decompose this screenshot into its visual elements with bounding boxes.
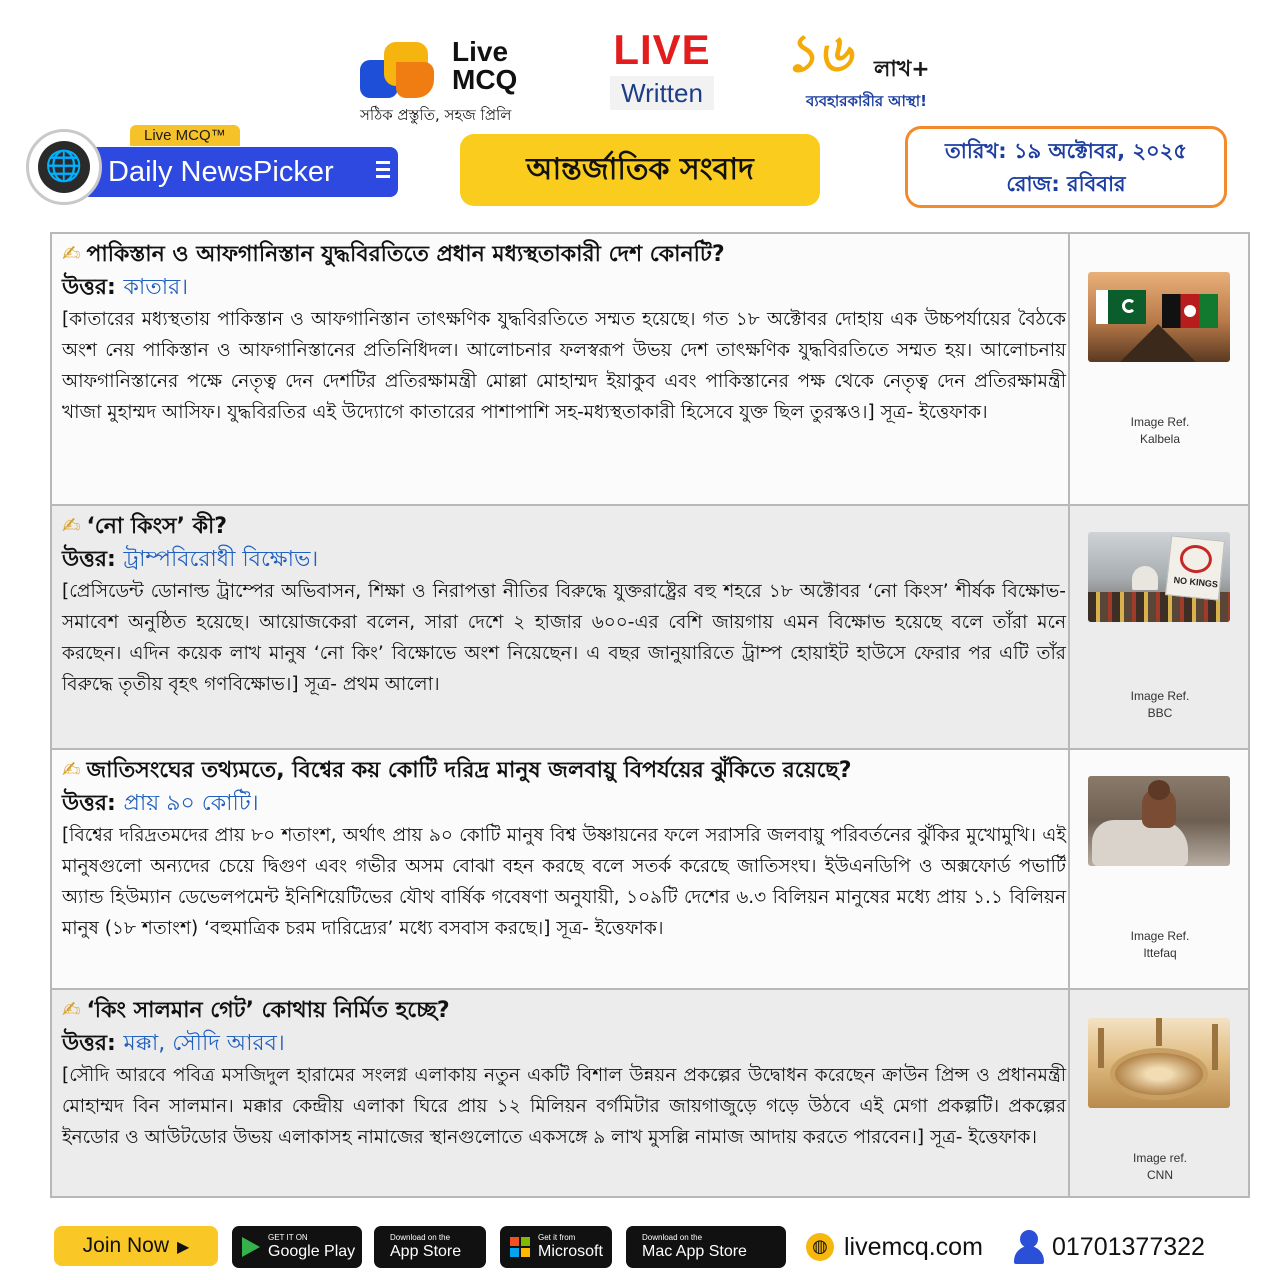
writing-hand-icon: ✍	[62, 998, 81, 1023]
image-ref: Image Ref. BBC	[1130, 689, 1190, 720]
writing-hand-icon: ✍	[62, 514, 81, 539]
newspicker-title-bar	[82, 147, 398, 197]
users-badge	[782, 26, 982, 116]
image-ref: Image ref. CNN	[1132, 1151, 1188, 1182]
users-number: ১৬	[784, 24, 852, 84]
writing-hand-icon: ✍	[62, 242, 81, 267]
newspicker-badge: Live MCQ™	[130, 125, 240, 146]
news-body: [সৌদি আরবে পবিত্র মসজিদুল হারামের সংলগ্ন এলাকায় নতুন একটি বিশাল উন্নয়ন প্রকল্পের উদ্বোধন করেছেন ক্রাউন প্রিন্স ও প্রধানমন্ত্রী মোহাম্মদ বিন সালমান। মক্কার কেন্দ্রীয় এলাকা ঘিরে প্রায় ১২ মিলিয়ন বর্গমিটার জায়গাজুড়ে গড়ে উঠবে এই মেগা প্রকল্পটি। প্রকল্পের ইনডোর ও আউটডোর উভয় এলাকাসহ নামাজের স্থানগুলোতে একসঙ্গে ৯ লাখ মুসল্লি নামাজ আদায় করতে পারবেন।] সূত্র- ইত্তেফাক।	[62, 1065, 1066, 1148]
website-link[interactable]: ◍ livemcq.com	[806, 1226, 983, 1268]
users-trust-text: ব্যবহারকারীর আস্থা!	[806, 92, 928, 110]
play-arrow-icon: ▶	[177, 1236, 190, 1256]
news-item	[52, 990, 1248, 1196]
news-body: [প্রেসিডেন্ট ডোনাল্ড ট্রাম্পের অভিবাসন, শিক্ষা ও নিরাপত্তা নীতির বিরুদ্ধে যুক্তরাষ্ট্রের বহু শহরে ১৮ অক্টোবর ‘নো কিংস’ শীর্ষক বিক্ষোভ-সমাবেশ অনুষ্ঠিত হয়েছে। আয়োজকেরা বলেন, সারা দেশে ২ হাজার ৬০০-এর বেশি জায়গায় এমন বিক্ষোভ হয়েছে বলে তাঁরা মনে করছেন। এদিন কয়েক লাখ মানুষ ‘নো কিং’ বিক্ষোভে অংশ নিয়েছেন। এ বছর জানুয়ারিতে ট্রাম্প হোয়াইট হাউসে ফেরার পর এটি তাঁর বিরুদ্ধে তৃতীয় বৃহৎ গণবিক্ষোভ।] সূত্র- প্রথম আলো।	[62, 581, 1066, 695]
mecca-project-image	[1088, 1018, 1230, 1108]
image-cell	[1068, 234, 1248, 504]
image-cell	[1068, 506, 1248, 748]
news-item	[52, 750, 1248, 990]
web-globe-icon: ◍	[806, 1233, 834, 1261]
news-body: [কাতারের মধ্যস্থতায় পাকিস্তান ও আফগানিস্তান তাৎক্ষণিক যুদ্ধবিরতিতে সম্মত হয়েছে। গত ১৮ অক্টোবর দোহায় এক উচ্চপর্যায়ের বৈঠকে অংশ নেয় পাকিস্তান ও আফগানিস্তানের প্রতিনিধিদল। আলোচনার ফলস্বরূপ উভয় দেশ তাৎক্ষণিক যুদ্ধবিরতিতে সম্মত হয়। আলোচনায় আফগানিস্তানের পক্ষে নেতৃত্ব দেন দেশটির প্রতিরক্ষামন্ত্রী মোল্লা মোহাম্মদ ইয়াকুব এবং পাকিস্তানের পক্ষ থেকে নেতৃত্ব দেন প্রতিরক্ষামন্ত্রী খাজা মুহাম্মদ আসিফ। যুদ্ধবিরতির এই উদ্যোগে কাতারের পাশাপাশি সহ-মধ্যস্থতাকারী হিসেবে যুক্ত ছিল তুরস্কও।] সূত্র- ইত্তেফাক।	[62, 309, 1066, 423]
news-question: ✍ ‘কিং সালমান গেট’ কোথায় নির্মিত হচ্ছে?	[62, 998, 450, 1023]
news-question: ✍ পাকিস্তান ও আফগানিস্তান যুদ্ধবিরতিতে প্রধান মধ্যস্থতাকারী দেশ কোনটি?	[62, 242, 725, 267]
news-item	[52, 506, 1248, 750]
microsoft-icon	[510, 1237, 530, 1257]
join-now-button[interactable]: Join Now ▶	[54, 1226, 218, 1266]
microsoft-store-button[interactable]: Get it from Microsoft	[500, 1226, 612, 1268]
news-answer: উত্তর: মক্কা, সৌদি আরব।	[62, 1031, 285, 1056]
newspicker-title: Daily NewsPicker	[108, 156, 334, 188]
livemcq-wordmark: Live MCQ	[452, 36, 518, 95]
app-store-button[interactable]: Download on the App Store	[374, 1226, 486, 1268]
live-label: LIVE	[613, 26, 711, 73]
brand-row	[0, 22, 1280, 122]
live-written-logo	[610, 28, 714, 114]
poverty-image	[1088, 776, 1230, 866]
users-suffix: লাখ+	[874, 57, 930, 82]
image-cell	[1068, 990, 1248, 1196]
news-question: ✍ ‘নো কিংস’ কী?	[62, 514, 228, 539]
menu-lines-icon	[376, 161, 390, 182]
date-box	[905, 126, 1227, 208]
date-line: তারিখ: ১৯ অক্টোবর, ২০২৫	[945, 139, 1187, 163]
news-answer: উত্তর: ট্রাম্পবিরোধী বিক্ষোভ।	[62, 547, 319, 572]
image-cell	[1068, 750, 1248, 988]
flags-image	[1088, 272, 1230, 362]
image-ref: Image Ref. Kalbela	[1130, 415, 1190, 446]
livemcq-logo	[358, 32, 558, 122]
news-item	[52, 234, 1248, 506]
written-label: Written	[610, 76, 714, 110]
news-answer: উত্তর: প্রায় ৯০ কোটি।	[62, 791, 259, 816]
image-ref: Image Ref. Ittefaq	[1130, 929, 1190, 960]
day-line: রোজ: রবিবার	[1006, 172, 1126, 196]
livemcq-logo-mark	[360, 42, 440, 100]
support-person-icon	[1014, 1230, 1044, 1264]
daily-newspicker-banner	[26, 125, 406, 203]
globe-icon: 🌐	[26, 129, 102, 205]
footer	[0, 1222, 1280, 1272]
news-table	[50, 232, 1250, 1198]
protest-image: NO KINGS	[1088, 532, 1230, 622]
mac-app-store-button[interactable]: Download on the Mac App Store	[626, 1226, 786, 1268]
google-play-icon	[242, 1237, 260, 1257]
news-body: [বিশ্বের দরিদ্রতমদের প্রায় ৮০ শতাংশ, অর্থাৎ প্রায় ৯০ কোটি মানুষ বিশ্ব উষ্ণায়নের ফলে সরাসরি জলবায়ু পরিবর্তনের ঝুঁকির মুখোমুখি। এই মানুষগুলো অন্যদের চেয়ে দ্বিগুণ এবং গভীর অসম বোঝা বহন করছে বলে সতর্ক করেছে জাতিসংঘ। ইউএনডিপি ও অক্সফোর্ড পভার্টি অ্যান্ড হিউম্যান ডেভেলপমেন্ট ইনিশিয়েটিভের যৌথ বার্ষিক গবেষণা অনুযায়ী, ১০৯টি দেশের ৬.৩ বিলিয়ন মানুষের মধ্যে প্রায় ১.১ বিলিয়ন মানুষ (১৮ শতাংশ) ‘বহুমাত্রিক চরম দারিদ্র্যের’ মধ্যে বসবাস করছে।] সূত্র- ইত্তেফাক।	[62, 825, 1066, 939]
section-title: আন্তর্জাতিক সংবাদ	[460, 134, 820, 206]
phone-contact[interactable]: 01701377322	[1014, 1226, 1205, 1268]
writing-hand-icon: ✍	[62, 758, 81, 783]
news-question: ✍ জাতিসংঘের তথ্যমতে, বিশ্বের কয় কোটি দরিদ্র মানুষ জলবায়ু বিপর্যয়ের ঝুঁকিতে রয়েছে?	[62, 758, 852, 783]
livemcq-tagline: সঠিক প্রস্তুতি, সহজ প্রিলি	[360, 106, 512, 124]
news-answer: উত্তর: কাতার।	[62, 275, 189, 300]
google-play-button[interactable]: GET IT ON Google Play	[232, 1226, 362, 1268]
